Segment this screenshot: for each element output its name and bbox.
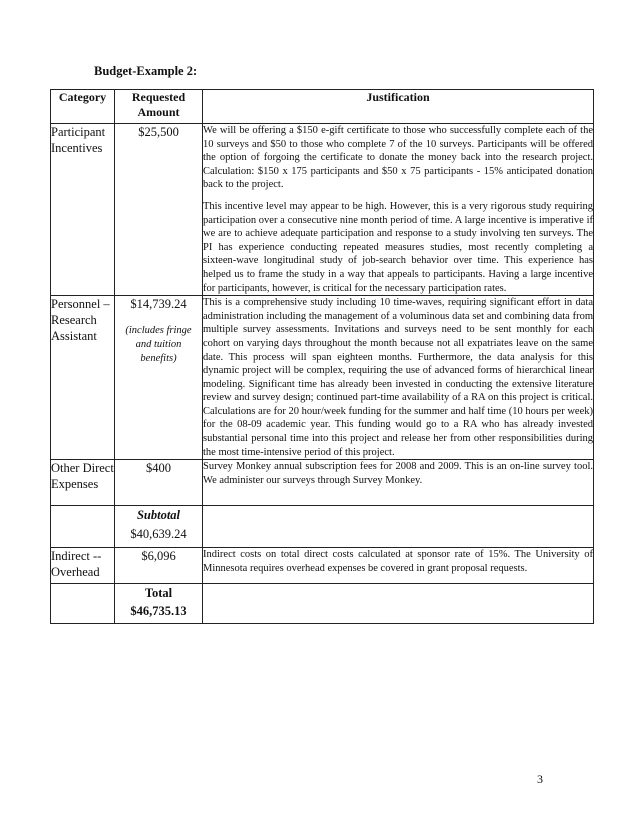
justification-paragraph: We will be offering a $150 e-gift certificate to those who successfully complete each of the 10 surveys and $50 to those who complete 7 of the 10 surveys. Participants will be offered the option of forgoing the certificate to donate the money back into the research project. Calculation: $150 x 175 participants and $50 x 75 participants - 15% anticipated donation back to the project. — [203, 125, 593, 191]
total-cell — [115, 584, 203, 624]
justification-cell — [203, 460, 594, 506]
column-header-justification: Justification — [203, 90, 594, 124]
column-header-category: Category — [51, 90, 115, 124]
page-number: 3 — [537, 772, 543, 786]
subtotal-label: Subtotal — [136, 508, 181, 523]
category-cell: Personnel – Research Assistant — [51, 296, 115, 460]
amount-cell: $25,500 — [115, 124, 203, 296]
amount-cell: $6,096 — [115, 548, 203, 584]
budget-table — [50, 89, 594, 624]
total-amount: $46,735.13 — [130, 604, 187, 619]
justification-cell — [203, 124, 594, 296]
amount-value: $14,739.24 — [130, 297, 187, 312]
subtotal-cell — [115, 506, 203, 548]
total-label: Total — [144, 586, 173, 601]
empty-cell — [51, 584, 115, 624]
justification-paragraph: This incentive level may appear to be high. However, this is a very rigorous study requiring participation over a consecutive nine month period of time. A large incentive is imperative if we are to achieve adequate participation and response to a study involving ten surveys. The PI has experience conducting repeated measures studies, most recently completing a sixteen-wave longitudinal study of job-search behavior over time. This experience has helped us to frame the study in a way that appeals to participants. Having a large incentive for participants, however, is critical for the necessary participation rates. — [203, 200, 593, 294]
subtotal-amount: $40,639.24 — [130, 527, 187, 542]
amount-note: (includes fringe and tuition benefits) — [125, 325, 192, 365]
category-cell: Indirect -- Overhead — [51, 548, 115, 584]
empty-cell — [203, 584, 594, 624]
category-cell: Participant Incentives — [51, 124, 115, 296]
table-row-participant-incentives — [51, 124, 594, 296]
table-row-indirect — [51, 548, 594, 584]
justification-cell — [203, 296, 594, 460]
page-heading: Budget-Example 2: — [94, 64, 198, 78]
justification-paragraph: Indirect costs on total direct costs calculated at sponsor rate of 15%. The University of Minnesota requires overhead expenses be covered in grant proposal requests. — [203, 549, 593, 574]
empty-cell — [51, 506, 115, 548]
category-cell: Other Direct Expenses — [51, 460, 115, 506]
table-row-total — [51, 584, 594, 624]
table-row-other-expenses — [51, 460, 594, 506]
table-row-subtotal — [51, 506, 594, 548]
column-header-amount: Requested Amount — [115, 90, 203, 124]
amount-cell — [115, 296, 203, 460]
table-header-row — [51, 90, 594, 124]
table-row-personnel — [51, 296, 594, 460]
amount-cell: $400 — [115, 460, 203, 506]
justification-cell — [203, 548, 594, 584]
justification-paragraph: This is a comprehensive study including 10 time-waves, requiring significant effort in data administration including the management of a voluminous data set and combining data from multiple survey assessments. Invitations and surveys need to be sent monthly for each cohort on varying days throughout the month because not all expatriates leave on the same date. This process will span eighteen months. Furthermore, the data analysis for this dynamic project will be complex, requiring the use of advanced forms of hierarchical linear modeling. Significant time has already been invested in conducting the extensive literature review and survey design; continued part-time availability of a RA on this project is critical. Calculations are for 20 hour/week funding for the summer and half time (10 hours per week) for the 08-09 academic year. This funding would go to a RA who has already invested substantial personal time into this project and release her from other responsibilities during the most time-intensive period of this project. — [203, 297, 593, 458]
empty-cell — [203, 506, 594, 548]
justification-paragraph: Survey Monkey annual subscription fees for 2008 and 2009. This is an on-line survey tool. We administer our surveys through Survey Monkey. — [203, 461, 593, 486]
